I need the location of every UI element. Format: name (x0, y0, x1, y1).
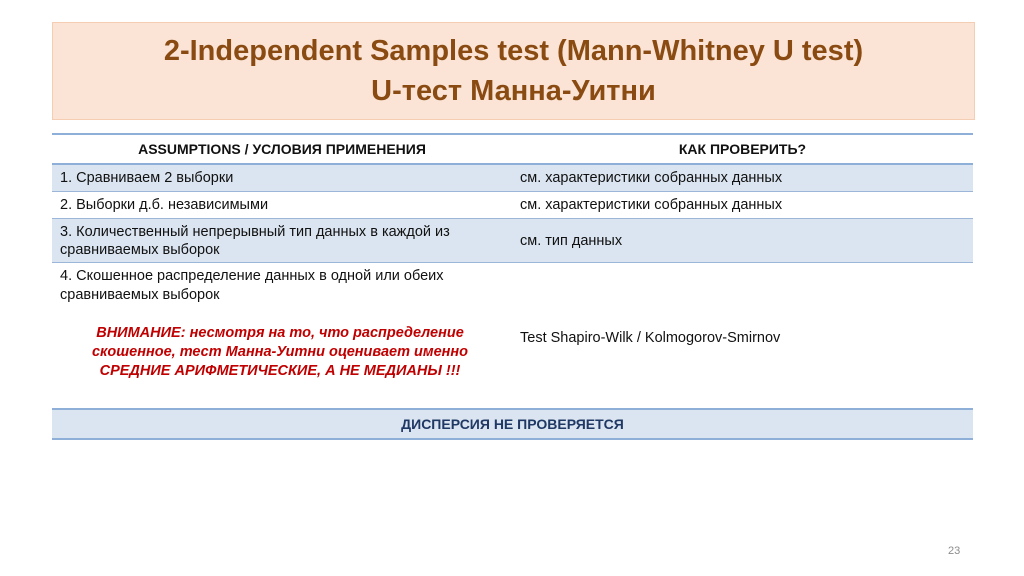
assumption-text: 4. Скошенное распределение данных в одной или обеих сравниваемых выборок (60, 268, 444, 303)
title-line-1: 2-Independent Samples test (Mann-Whitney U test) (163, 35, 864, 67)
table-row (52, 219, 973, 263)
assumption-cell (52, 263, 512, 410)
warning-note: ВНИМАНИЕ: несмотря на то, что распределение скошенное, тест Манна-Уитни оценивает именно СРЕДНИЕ АРИФМЕТИЧЕСКИЕ, А НЕ МЕДИАНЫ !!! (91, 325, 469, 379)
header-assumptions: ASSUMPTIONS / УСЛОВИЯ ПРИМЕНЕНИЯ (52, 134, 512, 164)
assumption-cell: 2. Выборки д.б. независимыми (52, 192, 512, 219)
footer-note: ДИСПЕРСИЯ НЕ ПРОВЕРЯЕТСЯ (52, 409, 973, 439)
table-row (52, 192, 973, 219)
table-row (52, 164, 973, 192)
page-number: 23 (948, 545, 961, 557)
table-row (52, 263, 973, 410)
slide-title (52, 22, 975, 120)
assumption-cell: 3. Количественный непрерывный тип данных в каждой из сравниваемых выборок (52, 219, 512, 263)
check-cell: см. характеристики собранных данных (512, 192, 973, 219)
assumptions-table (52, 133, 973, 440)
table-header-row (52, 134, 973, 164)
title-line-2: U-тест Манна-Уитни (371, 75, 656, 107)
assumption-cell: 1. Сравниваем 2 выборки (52, 164, 512, 192)
check-cell: см. тип данных (512, 219, 973, 263)
header-how-to-check: КАК ПРОВЕРИТЬ? (512, 134, 973, 164)
check-cell: см. характеристики собранных данных (512, 164, 973, 192)
check-cell: Test Shapiro-Wilk / Kolmogorov-Smirnov (520, 329, 781, 346)
table-footer-row (52, 409, 973, 439)
